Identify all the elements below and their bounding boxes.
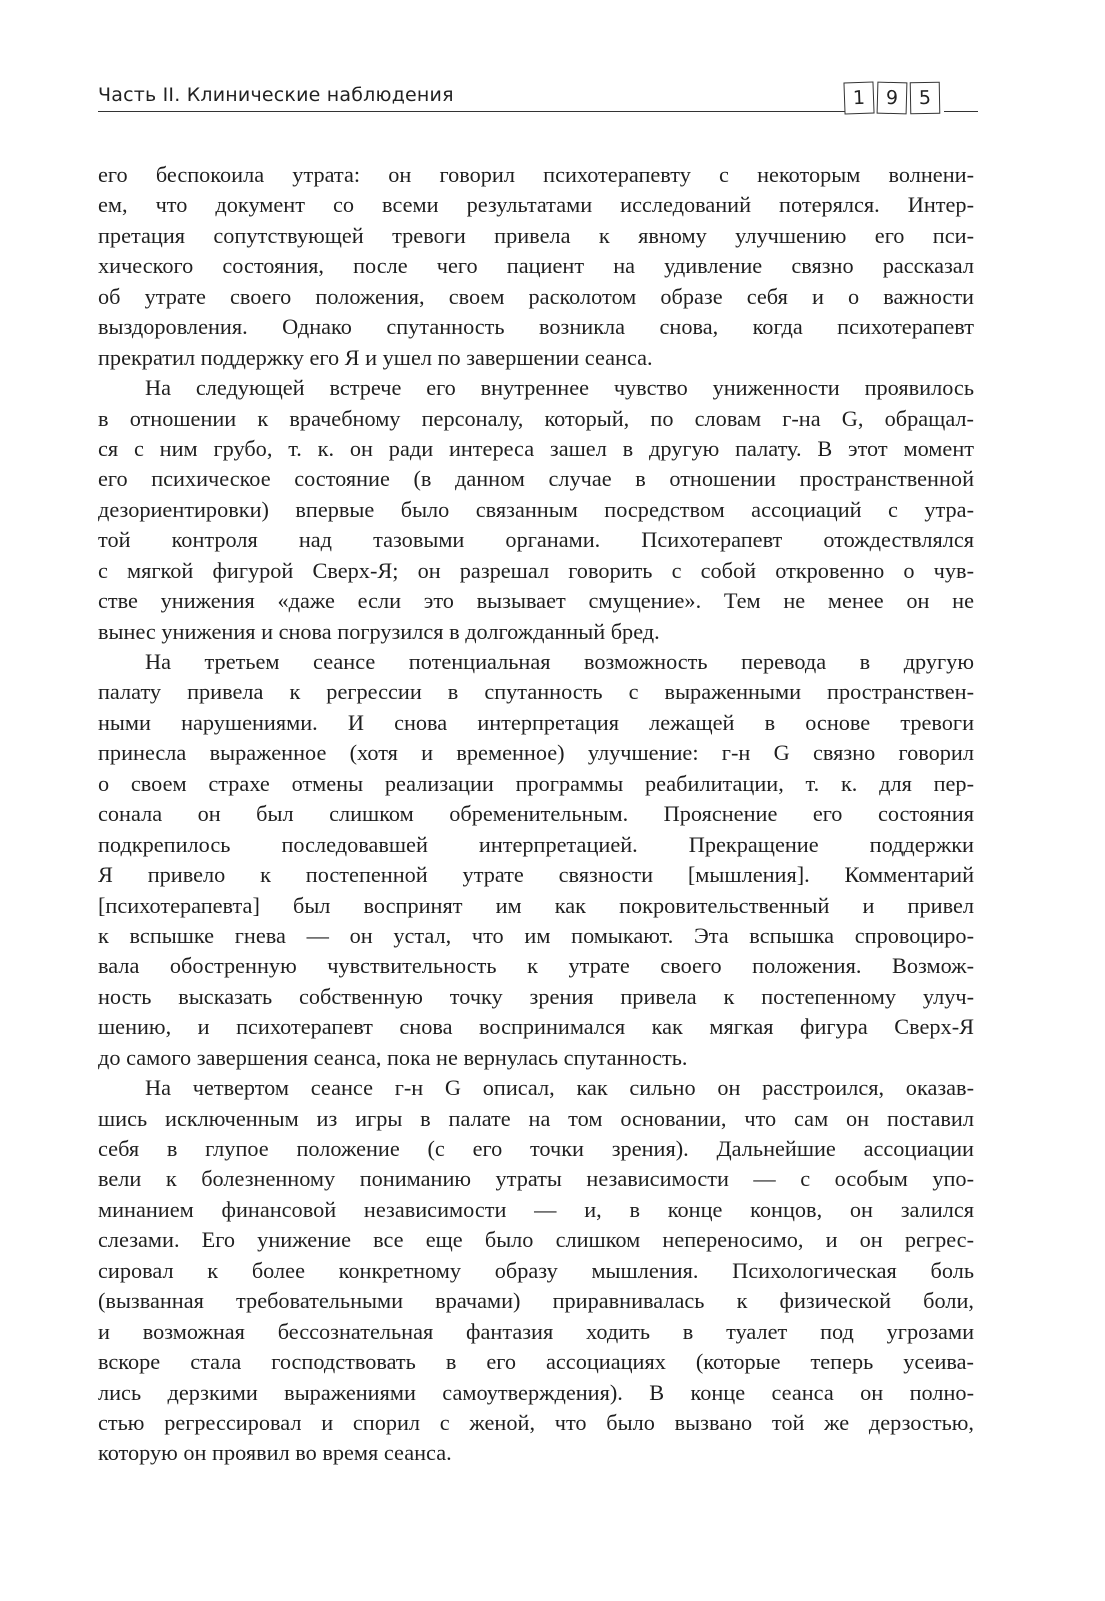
text-line: Я привело к постепенной утрате связности [мышления]. Комментарий xyxy=(98,862,974,888)
text-line: стве унижения «даже если это вызывает смущение». Тем не менее он не xyxy=(98,588,974,614)
page-number-digit: 9 xyxy=(877,82,908,115)
header-rule-tail xyxy=(944,111,978,112)
text-line: (вызванная требовательными врачами) приравнивалась к физической боли, xyxy=(98,1288,974,1314)
paragraph xyxy=(98,647,974,1073)
text-line: с мягкой фигурой Сверх-Я; он разрешал говорить с собой откровенно о чув- xyxy=(98,557,974,583)
text-line: На третьем сеансе потенциальная возможность перевода в другую xyxy=(145,649,974,674)
text-line: об утрате своего положения, своем расколотом образе себя и о важности xyxy=(98,283,974,309)
text-line: дезориентировки) впервые было связанным посредством ассоциаций с утра- xyxy=(98,496,974,522)
text-line: [психотерапевта] был воспринят им как покровительственный и привел xyxy=(98,892,974,918)
text-line: вала обостренную чувствительность к утрате своего положения. Возмож- xyxy=(98,953,974,979)
running-header xyxy=(98,78,978,122)
text-line: к вспышке гнева — он устал, что им помыкают. Эта вспышка спровоциро- xyxy=(98,922,974,948)
text-line: вели к болезненному пониманию утраты независимости — с особым упо- xyxy=(98,1166,974,1192)
header-rule xyxy=(98,111,846,112)
text-line: принесла выраженное (хотя и временное) улучшение: г-н G связно говорил xyxy=(98,740,974,766)
text-line: сировал к более конкретному образу мышления. Психологическая боль xyxy=(98,1257,974,1283)
text-line: до самого завершения сеанса, пока не вернулась спутанность. xyxy=(98,1044,688,1070)
text-line: лись дерзкими выражениями самоутверждения). В конце сеанса он полно- xyxy=(98,1379,974,1405)
text-line: его психическое состояние (в данном случае в отношении пространственной xyxy=(98,466,974,492)
text-line: претация сопутствующей тревоги привела к явному улучшению его пси- xyxy=(98,222,974,248)
page-number-digit: 5 xyxy=(910,82,941,115)
text-line: На четвертом сеансе г-н G описал, как сильно он расстроился, оказав- xyxy=(145,1075,974,1101)
text-line: слезами. Его унижение все еще было слишком непереносимо, и он регрес- xyxy=(98,1227,974,1253)
text-line: в отношении к врачебному персоналу, который, по словам г-на G, обращал- xyxy=(98,405,974,431)
page-number xyxy=(844,82,943,116)
text-line: шению, и психотерапевт снова воспринимался как мягкая фигура Сверх-Я xyxy=(98,1014,974,1040)
text-line: его беспокоила утрата: он говорил психотерапевту с некоторым волнени- xyxy=(98,162,974,187)
text-line: которую он проявил во время сеанса. xyxy=(98,1440,452,1466)
text-line: той контроля над тазовыми органами. Психотерапевт отождествлялся xyxy=(98,527,974,553)
text-line: На следующей встрече его внутреннее чувство униженности проявилось xyxy=(145,375,974,401)
text-line: ся с ним грубо, т. к. он ради интереса зашел в другую палату. В этот момент xyxy=(98,435,974,461)
text-line: ность высказать собственную точку зрения привела к постепенному улуч- xyxy=(98,983,974,1009)
text-line: вынес унижения и снова погрузился в долгожданный бред. xyxy=(98,618,660,644)
paragraph xyxy=(98,373,974,647)
text-line: шись исключенным из игры в палате на том основании, что сам он поставил xyxy=(98,1105,974,1131)
text-line: подкрепилось последовавшей интерпретацией. Прекращение поддержки xyxy=(98,831,974,857)
text-line: палату привела к регрессии в спутанность с выраженными пространствен- xyxy=(98,679,974,705)
text-line: ем, что документ со всеми результатами исследований потерялся. Интер- xyxy=(98,192,974,218)
text-line: сонала он был слишком обременительным. Прояснение его состояния xyxy=(98,801,974,827)
text-line: о своем страхе отмены реализации программы реабилитации, т. к. для пер- xyxy=(98,770,974,796)
running-header-title: Часть II. Клинические наблюдения xyxy=(98,84,454,106)
text-line: и возможная бессознательная фантазия ходить в туалет под угрозами xyxy=(98,1318,974,1344)
text-line: вскоре стала господствовать в его ассоциациях (которые теперь усеива- xyxy=(98,1349,974,1375)
text-line: выздоровления. Однако спутанность возникла снова, когда психотерапевт xyxy=(98,314,974,340)
paragraph xyxy=(98,1073,974,1469)
paragraph xyxy=(98,160,974,373)
text-line: себя в глупое положение (с его точки зрения). Дальнейшие ассоциации xyxy=(98,1136,974,1161)
text-line: прекратил поддержку его Я и ушел по завершении сеанса. xyxy=(98,344,653,370)
text-line: стью регрессировал и спорил с женой, что было вызвано той же дерзостью, xyxy=(98,1409,974,1435)
text-line: хического состояния, после чего пациент на удивление связно рассказал xyxy=(98,253,974,279)
text-line: минанием финансовой независимости — и, в конце концов, он залился xyxy=(98,1196,974,1222)
text-line: ными нарушениями. И снова интерпретация лежащей в основе тревоги xyxy=(98,709,974,735)
page-number-digit: 1 xyxy=(843,81,874,114)
body-text xyxy=(98,160,974,1469)
